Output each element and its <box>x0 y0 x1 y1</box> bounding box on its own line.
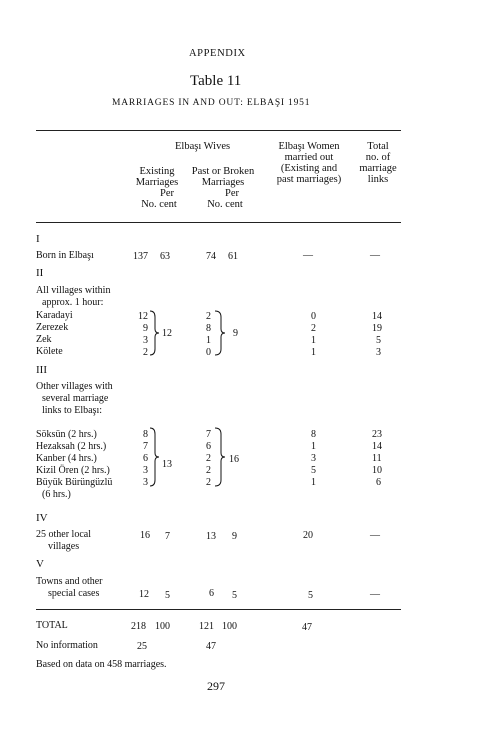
section-label: III <box>36 364 47 376</box>
cell: 47 <box>302 622 312 633</box>
header-line: married out <box>284 152 334 163</box>
total-rule <box>36 609 401 610</box>
header-line: no. of <box>365 152 391 163</box>
cell: 12 <box>138 311 148 322</box>
header-line: Total <box>367 141 389 152</box>
header-line: No. cent <box>207 199 243 210</box>
row-label: Born in Elbaşı <box>36 250 94 261</box>
cell: 2 <box>206 311 211 322</box>
cell: 6 <box>209 588 214 599</box>
cell: 0 <box>206 347 211 358</box>
cell: 7 <box>206 429 211 440</box>
group-percent: 13 <box>162 459 172 470</box>
section-label: V <box>36 558 44 570</box>
cell: 11 <box>372 453 382 464</box>
cell: — <box>370 250 380 261</box>
cell: 9 <box>232 531 237 542</box>
row-label: All villages within <box>36 285 111 296</box>
cell: 8 <box>143 429 148 440</box>
row-label: 25 other local <box>36 529 91 540</box>
table-caption: MARRIAGES IN AND OUT: ELBAŞI 1951 <box>112 98 311 108</box>
cell: 7 <box>165 531 170 542</box>
cell: 5 <box>376 335 381 346</box>
cell: 3 <box>311 453 316 464</box>
past-header <box>183 166 263 210</box>
cell: 19 <box>372 323 382 334</box>
row-label: Kizil Ören (2 hrs.) <box>36 465 110 476</box>
row-label: Karadayi <box>36 310 73 321</box>
section-label: II <box>36 267 44 279</box>
header-line: Existing <box>139 166 175 177</box>
cell: — <box>370 589 380 600</box>
cell: 14 <box>372 441 382 452</box>
cell: 5 <box>311 465 316 476</box>
header-line: Elbaşı Women <box>278 141 340 152</box>
cell: 23 <box>372 429 382 440</box>
header-rule <box>36 222 401 223</box>
cell: 2 <box>311 323 316 334</box>
header-line: marriage <box>359 163 397 174</box>
total-label: TOTAL <box>36 620 68 631</box>
row-label: villages <box>48 541 80 552</box>
women-out-header <box>264 141 354 185</box>
wives-group-header: Elbaşı Wives <box>175 141 231 152</box>
cell: 100 <box>222 621 237 632</box>
total-header <box>352 141 404 185</box>
row-label: Zek <box>36 334 52 345</box>
cell: 100 <box>155 621 170 632</box>
cell: 3 <box>143 477 148 488</box>
cell: 2 <box>206 465 211 476</box>
cell: 25 <box>137 641 147 652</box>
footnote: Based on data on 458 marriages. <box>36 659 167 670</box>
header-line: Marriages <box>201 177 245 188</box>
table-title: Table 11 <box>190 73 242 89</box>
cell: 3 <box>143 465 148 476</box>
existing-header <box>127 166 187 210</box>
row-label: several marriage <box>42 393 109 404</box>
section-label: IV <box>36 512 48 524</box>
cell: 3 <box>143 335 148 346</box>
group-brace <box>148 309 160 357</box>
cell: 8 <box>311 429 316 440</box>
cell: 5 <box>308 590 313 601</box>
cell: 0 <box>311 311 316 322</box>
row-label: Towns and other <box>36 576 103 587</box>
cell: 1 <box>206 335 211 346</box>
row-label: special cases <box>48 588 100 599</box>
cell: 2 <box>206 453 211 464</box>
header-line: Per <box>225 188 239 199</box>
cell: 5 <box>165 590 170 601</box>
row-label: approx. 1 hour: <box>42 297 104 308</box>
header-line: Marriages <box>135 177 179 188</box>
cell: 1 <box>311 477 316 488</box>
group-percent: 16 <box>229 454 239 465</box>
cell: 6 <box>376 477 381 488</box>
group-percent: 9 <box>233 328 238 339</box>
cell: 1 <box>311 441 316 452</box>
cell: 20 <box>303 530 313 541</box>
row-label: Büyük Bürüngüzlü <box>36 477 113 488</box>
running-header: APPENDIX <box>189 48 246 59</box>
header-line: past marriages) <box>276 174 342 185</box>
cell: 2 <box>143 347 148 358</box>
cell: 61 <box>228 251 238 262</box>
cell: 6 <box>206 441 211 452</box>
cell: 14 <box>372 311 382 322</box>
cell: 47 <box>206 641 216 652</box>
cell: 218 <box>131 621 146 632</box>
header-line: No. cent <box>141 199 177 210</box>
cell: 121 <box>199 621 214 632</box>
cell: 74 <box>206 251 216 262</box>
cell: 1 <box>311 347 316 358</box>
cell: 3 <box>376 347 381 358</box>
row-label: (6 hrs.) <box>42 489 71 500</box>
section-label: I <box>36 233 40 245</box>
cell: — <box>303 250 313 261</box>
cell: 63 <box>160 251 170 262</box>
header-line: Past or Broken <box>191 166 255 177</box>
cell: 16 <box>140 530 150 541</box>
header-line: Per <box>160 188 174 199</box>
row-label: links to Elbaşı: <box>42 405 102 416</box>
cell: 10 <box>372 465 382 476</box>
cell: 7 <box>143 441 148 452</box>
row-label: Other villages with <box>36 381 113 392</box>
cell: 137 <box>133 251 148 262</box>
header-line: (Existing and <box>280 163 338 174</box>
cell: 6 <box>143 453 148 464</box>
cell: 9 <box>143 323 148 334</box>
cell: 13 <box>206 531 216 542</box>
row-label: Hezaksah (2 hrs.) <box>36 441 107 452</box>
cell: — <box>370 530 380 541</box>
group-brace <box>213 426 227 488</box>
cell: 2 <box>206 477 211 488</box>
cell: 5 <box>232 590 237 601</box>
page-number: 297 <box>207 679 225 693</box>
no-info-label: No information <box>36 640 98 651</box>
group-brace <box>213 309 227 357</box>
cell: 12 <box>139 589 149 600</box>
cell: 1 <box>311 335 316 346</box>
row-label: Söksün (2 hrs.) <box>36 429 97 440</box>
top-rule <box>36 130 401 131</box>
group-brace <box>148 426 160 488</box>
row-label: Kölete <box>36 346 63 357</box>
cell: 8 <box>206 323 211 334</box>
row-label: Zerezek <box>36 322 69 333</box>
header-line: links <box>367 174 389 185</box>
group-percent: 12 <box>162 328 172 339</box>
row-label: Kanber (4 hrs.) <box>36 453 97 464</box>
